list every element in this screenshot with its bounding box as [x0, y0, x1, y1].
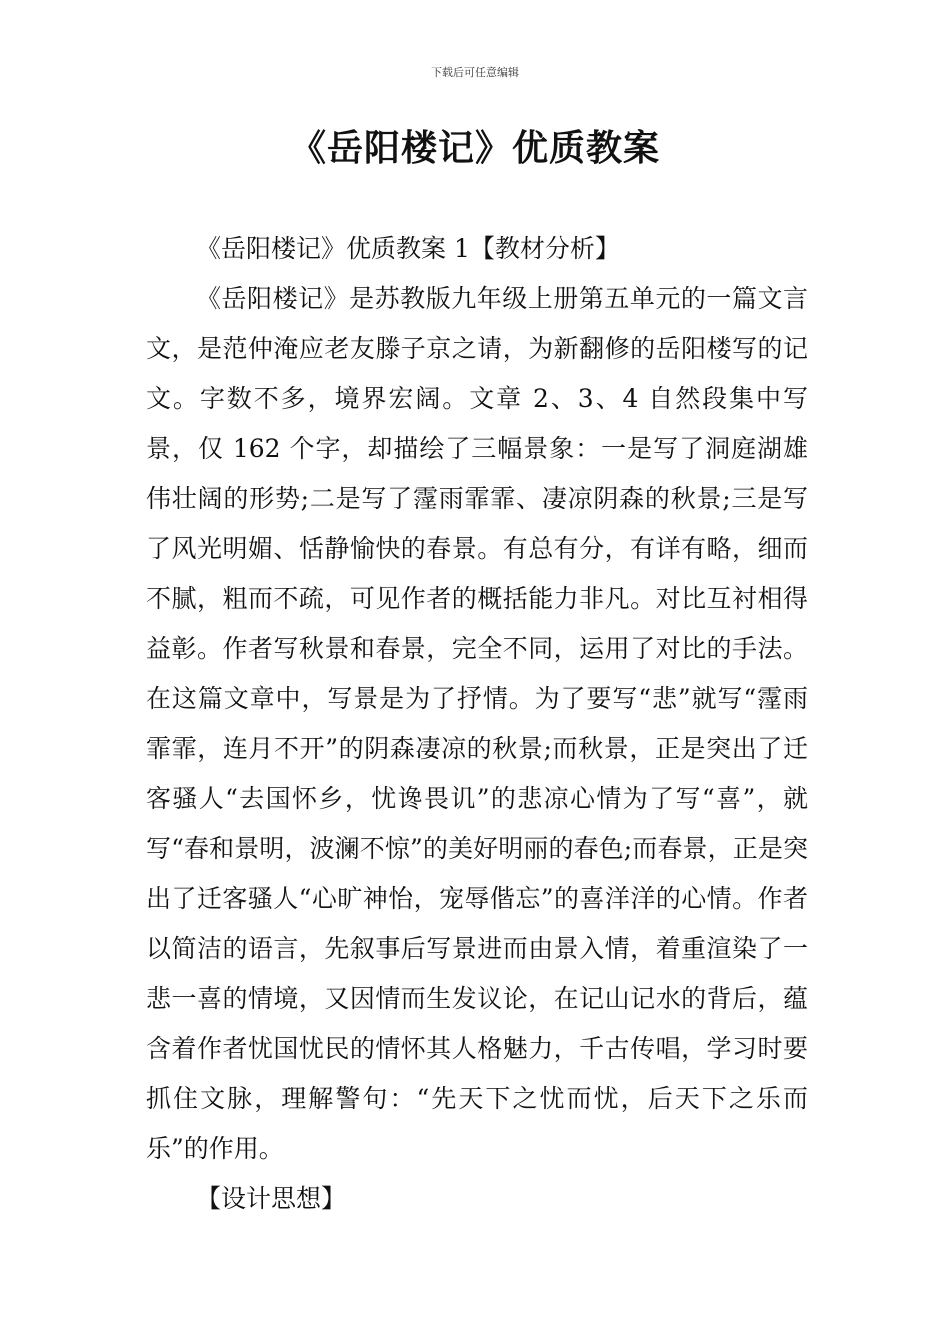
header-note: 下载后可任意编辑: [431, 66, 519, 79]
document-body: [146, 224, 808, 1224]
subheading-teaching-material-analysis: 《岳阳楼记》优质教案 1【教材分析】: [196, 234, 620, 263]
section-heading-design-idea: 【设计思想】: [196, 1184, 347, 1213]
paragraph-analysis: 《岳阳楼记》是苏教版九年级上册第五单元的一篇文言文，是范仲淹应老友滕子京之请，为新翻修的岳阳楼写的记文。字数不多，境界宏阔。文章 2、3、4 自然段集中写景，仅 162 个字，却描绘了三幅景象：一是写了洞庭湖雄伟壮阔的形势;二是写了霪雨霏霏、凄凉阴森的秋景;三是写了风光明媚、恬静愉快的春景。有总有分，有详有略，细而不腻，粗而不疏，可见作者的概括能力非凡。对比互衬相得益彰。作者写秋景和春景，完全不同，运用了对比的手法。在这篇文章中，写景是为了抒情。为了要写“悲”就写“霪雨霏霏，连月不开”的阴森凄凉的秋景;而秋景，正是突出了迁客骚人“去国怀乡，忧谗畏讥”的悲凉心情为了写“喜”，就写“春和景明，波澜不惊”的美好明丽的春色;而春景，正是突出了迁客骚人“心旷神怡，宠辱偕忘”的喜洋洋的心情。作者以简洁的语言，先叙事后写景进而由景入情，着重渲染了一悲一喜的情境，又因情而生发议论，在记山记水的背后，蕴含着作者忧国忧民的情怀其人格魅力，千古传唱，学习时要抓住文脉，理解警句：“先天下之忧而忧，后天下之乐而乐”的作用。: [146, 284, 808, 1163]
document-title: 《岳阳楼记》优质教案: [289, 128, 660, 169]
